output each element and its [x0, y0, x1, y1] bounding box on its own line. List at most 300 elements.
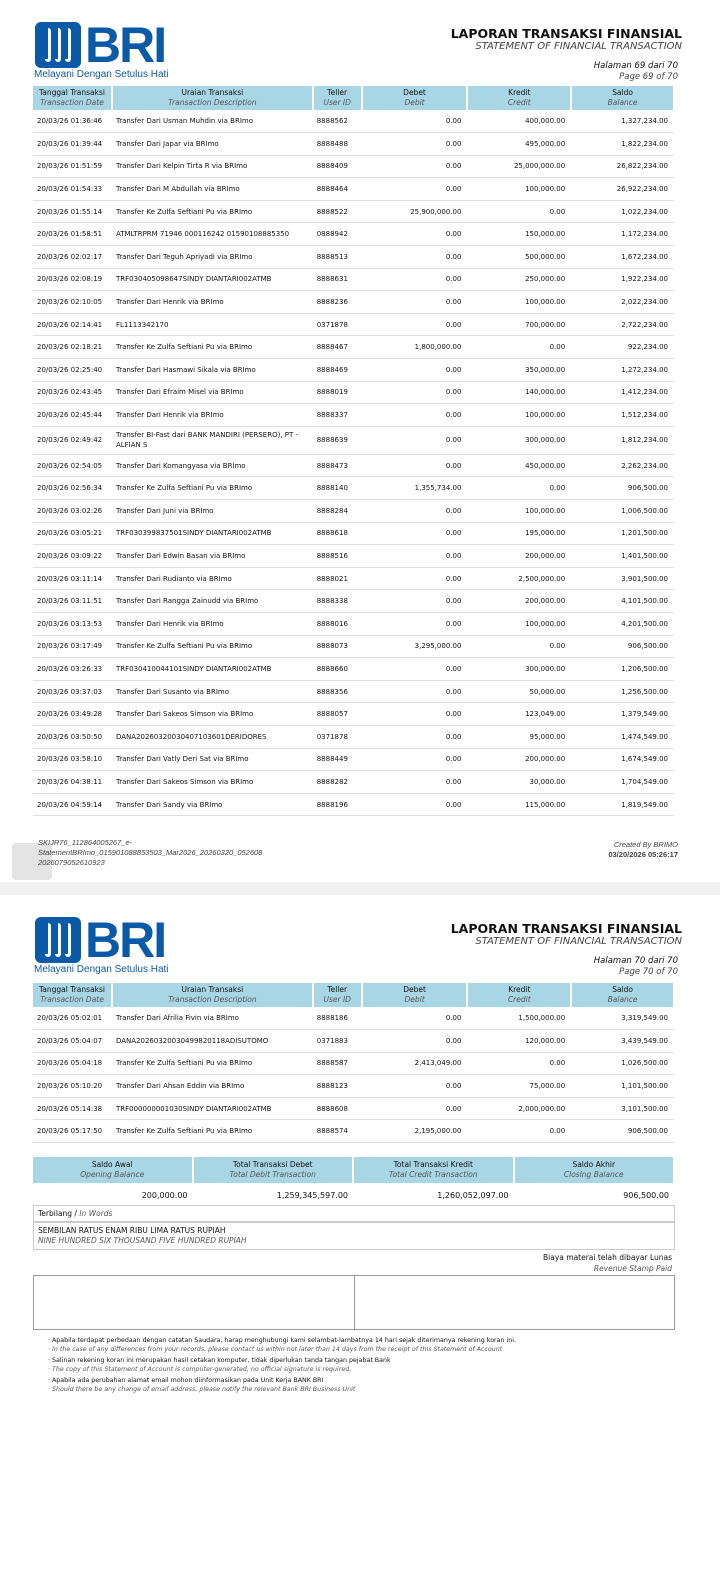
cell: DANA20260320030499820118ADISUTOMO	[112, 1030, 313, 1053]
cell: 0371878	[313, 313, 362, 336]
cell: 150,000.00	[467, 223, 571, 246]
cell: 0.00	[362, 359, 468, 382]
cell: 20/03/26 05:17:50	[33, 1120, 112, 1143]
cell: 2,722,234.00	[571, 313, 674, 336]
cell: 75,000.00	[467, 1075, 571, 1098]
cell: 0371883	[313, 1030, 362, 1053]
doc-title: LAPORAN TRANSAKSI FINANSIAL	[450, 921, 682, 936]
signature-box-right	[354, 1275, 675, 1330]
cell: 1,201,500.00	[571, 522, 674, 545]
cell: 300,000.00	[467, 426, 571, 454]
cell: Transfer Dari Henrik via BRImo	[112, 404, 313, 427]
table-row	[33, 291, 674, 314]
cell: 1,474,549.00	[571, 725, 674, 748]
cell: Transfer Ke Zulfa Seftiani Pu via BRImo	[112, 200, 313, 223]
cell: 1,512,234.00	[571, 404, 674, 427]
cell: 115,000.00	[467, 793, 571, 816]
cell: 8888449	[313, 748, 362, 771]
cell: Transfer Dari Teguh Apriyadi via BRImo	[112, 246, 313, 269]
table-row	[33, 133, 674, 156]
cell: 20/03/26 03:50:50	[33, 725, 112, 748]
summary-header: Total Transaksi Debet Total Debit Transaction	[194, 1157, 355, 1183]
cell: 20/03/26 01:51:59	[33, 155, 112, 178]
column-header: Kredit Credit	[467, 983, 571, 1007]
table-row	[33, 612, 674, 635]
cell: 1,401,500.00	[571, 545, 674, 568]
cell: 0.00	[362, 612, 468, 635]
cell: 0.00	[362, 567, 468, 590]
cell: 20/03/26 01:58:51	[33, 223, 112, 246]
cell: 4,101,500.00	[571, 590, 674, 613]
cell: 1,672,234.00	[571, 246, 674, 269]
cell: DANA20260320030407103601DERIDORES	[112, 725, 313, 748]
cell: 100,000.00	[467, 291, 571, 314]
cell: 1,500,000.00	[467, 1007, 571, 1030]
cell: 8888140	[313, 477, 362, 500]
page-number-id: Halaman 70 dari 70	[593, 956, 678, 966]
file-reference: SKIJR76_112864005267_e- StatementBRImo_015901088853503_Mar2026_20260320_052608 2026079052610923	[38, 838, 263, 867]
cell: ATMLTRPRM 71946 000116242 01590108885350	[112, 223, 313, 246]
column-header: Tanggal Transaksi Transaction Date	[33, 86, 112, 110]
cell: 8888021	[313, 567, 362, 590]
column-header: Uraian Transaksi Transaction Description	[112, 86, 313, 110]
cell: 906,500.00	[571, 635, 674, 658]
cell: 0.00	[467, 635, 571, 658]
cell: 0.00	[362, 178, 468, 201]
transaction-table	[33, 983, 675, 1143]
column-header: Tanggal Transaksi Transaction Date	[33, 983, 112, 1007]
created-info: Created By BRIMO 03/20/2026 05:26:17	[608, 840, 678, 859]
cell: 0.00	[362, 545, 468, 568]
cell: 3,101,500.00	[571, 1097, 674, 1120]
column-header: Uraian Transaksi Transaction Description	[112, 983, 313, 1007]
summary-header: Total Transaksi Kredit Total Credit Transaction	[354, 1157, 515, 1183]
table-row	[33, 635, 674, 658]
cell: Transfer Dari Edwin Basan via BRImo	[112, 545, 313, 568]
cell: 8888196	[313, 793, 362, 816]
cell: 8888019	[313, 381, 362, 404]
cell: 3,295,000.00	[362, 635, 468, 658]
cell: 25,900,000.00	[362, 200, 468, 223]
cell: 2,195,000.00	[362, 1120, 468, 1143]
cell: 20/03/26 03:05:21	[33, 522, 112, 545]
cell: 0371878	[313, 725, 362, 748]
summary-value: 1,260,052,097.00	[437, 1191, 509, 1200]
cell: 8888356	[313, 680, 362, 703]
cell: Transfer Dari Afrilia Fivin via BRImo	[112, 1007, 313, 1030]
cell: 906,500.00	[571, 1120, 674, 1143]
cell: 20/03/26 05:02:01	[33, 1007, 112, 1030]
cell: 8888469	[313, 359, 362, 382]
summary	[33, 1157, 675, 1250]
cell: 3,901,500.00	[571, 567, 674, 590]
cell: 0.00	[362, 291, 468, 314]
bri-logo: BRI	[35, 917, 153, 965]
cell: Transfer Dari Henrik via BRImo	[112, 612, 313, 635]
cell: Transfer Dari Juni via BRImo	[112, 500, 313, 523]
tagline: Melayani Dengan Setulus Hati	[34, 964, 169, 975]
cell: Transfer Dari Rudianto via BRImo	[112, 567, 313, 590]
cell: Transfer Dari Henrik via BRImo	[112, 291, 313, 314]
cell: 20/03/26 03:58:10	[33, 748, 112, 771]
cell: 20/03/26 03:17:49	[33, 635, 112, 658]
cell: 0.00	[362, 246, 468, 269]
cell: 20/03/26 01:36:46	[33, 110, 112, 133]
cell: 0888942	[313, 223, 362, 246]
table-row	[33, 1007, 674, 1030]
cell: 0.00	[467, 336, 571, 359]
column-header: Teller User ID	[313, 983, 362, 1007]
cell: 20/03/26 03:49:28	[33, 703, 112, 726]
cell: 195,000.00	[467, 522, 571, 545]
summary-value: 1,259,345,597.00	[276, 1191, 348, 1200]
cell: Transfer Dari Kelpin Tirta R via BRImo	[112, 155, 313, 178]
cell: 1,022,234.00	[571, 200, 674, 223]
cell: 8888123	[313, 1075, 362, 1098]
cell: 1,101,500.00	[571, 1075, 674, 1098]
cell: 1,674,549.00	[571, 748, 674, 771]
transaction-table	[33, 86, 675, 816]
cell: 20/03/26 02:10:05	[33, 291, 112, 314]
cell: Transfer Dari Susanto via BRImo	[112, 680, 313, 703]
cell: FL1113342170	[112, 313, 313, 336]
table-row	[33, 545, 674, 568]
cell: TRF030405098647SINDY DIANTARI002ATMB	[112, 268, 313, 291]
cell: 3,439,549.00	[571, 1030, 674, 1053]
cell: 8888186	[313, 1007, 362, 1030]
table-row	[33, 1052, 674, 1075]
cell: 20/03/26 02:56:34	[33, 477, 112, 500]
cell: 1,704,549.00	[571, 771, 674, 794]
cell: 8888338	[313, 590, 362, 613]
cell: 8888618	[313, 522, 362, 545]
table-row	[33, 500, 674, 523]
cell: 2,500,000.00	[467, 567, 571, 590]
table-row	[33, 336, 674, 359]
cell: 1,412,234.00	[571, 381, 674, 404]
cell: 8888608	[313, 1097, 362, 1120]
column-header: Debet Debit	[362, 86, 468, 110]
cell: 350,000.00	[467, 359, 571, 382]
cell: 20/03/26 02:54:05	[33, 454, 112, 477]
table-row	[33, 680, 674, 703]
cell: 8888337	[313, 404, 362, 427]
cell: 1,327,234.00	[571, 110, 674, 133]
cell: 8888057	[313, 703, 362, 726]
cell: 100,000.00	[467, 612, 571, 635]
cell: 400,000.00	[467, 110, 571, 133]
cell: 0.00	[362, 268, 468, 291]
table-row	[33, 155, 674, 178]
cell: Transfer Dari Sandy via BRImo	[112, 793, 313, 816]
cell: 8888639	[313, 426, 362, 454]
statement-page-70	[0, 895, 720, 1570]
cell: 8888409	[313, 155, 362, 178]
cell: 2,000,000.00	[467, 1097, 571, 1120]
doc-title: LAPORAN TRANSAKSI FINANSIAL	[450, 26, 682, 41]
cell: 200,000.00	[467, 545, 571, 568]
cell: 0.00	[362, 522, 468, 545]
table-row	[33, 477, 674, 500]
cell: 140,000.00	[467, 381, 571, 404]
cell: 8888473	[313, 454, 362, 477]
cell: 100,000.00	[467, 404, 571, 427]
cell: 0.00	[362, 426, 468, 454]
cell: 250,000.00	[467, 268, 571, 291]
cell: 0.00	[467, 1052, 571, 1075]
cell: 8888488	[313, 133, 362, 156]
summary-header: Saldo Awal Opening Balance	[33, 1157, 194, 1183]
summary-value: 906,500.00	[623, 1191, 669, 1200]
cell: 0.00	[362, 404, 468, 427]
cell: 20/03/26 03:37:03	[33, 680, 112, 703]
cell: 0.00	[362, 725, 468, 748]
cell: Transfer Ke Zulfa Seftiani Pu via BRImo	[112, 477, 313, 500]
cell: 20/03/26 02:18:21	[33, 336, 112, 359]
cell: Transfer Dari Komangyasa via BRImo	[112, 454, 313, 477]
column-header: Saldo Balance	[571, 86, 674, 110]
column-header: Debet Debit	[362, 983, 468, 1007]
cell: 906,500.00	[571, 477, 674, 500]
cell: 1,800,000.00	[362, 336, 468, 359]
cell: 20/03/26 01:54:33	[33, 178, 112, 201]
cell: 0.00	[362, 680, 468, 703]
cell: TRF030410044101SINDY DIANTARI002ATMB	[112, 658, 313, 681]
cell: 1,206,500.00	[571, 658, 674, 681]
cell: 0.00	[362, 590, 468, 613]
cell: 100,000.00	[467, 178, 571, 201]
cell: 20/03/26 05:04:18	[33, 1052, 112, 1075]
cell: 1,172,234.00	[571, 223, 674, 246]
cell: 0.00	[362, 771, 468, 794]
cell: 8888467	[313, 336, 362, 359]
cell: 450,000.00	[467, 454, 571, 477]
cell: 8888073	[313, 635, 362, 658]
cell: 8888282	[313, 771, 362, 794]
cell: 0.00	[362, 703, 468, 726]
cell: 0.00	[467, 1120, 571, 1143]
cell: 8888587	[313, 1052, 362, 1075]
cell: 26,822,234.00	[571, 155, 674, 178]
cell: 1,812,234.00	[571, 426, 674, 454]
table-header	[33, 983, 674, 1007]
cell: 26,922,234.00	[571, 178, 674, 201]
cell: 0.00	[362, 500, 468, 523]
cell: 8888631	[313, 268, 362, 291]
tagline: Melayani Dengan Setulus Hati	[34, 69, 169, 80]
table-row	[33, 567, 674, 590]
cell: 20/03/26 02:08:19	[33, 268, 112, 291]
cell: 2,413,049.00	[362, 1052, 468, 1075]
cell: 1,379,549.00	[571, 703, 674, 726]
cell: 20/03/26 02:14:41	[33, 313, 112, 336]
cell: 0.00	[362, 313, 468, 336]
cell: 0.00	[362, 1097, 468, 1120]
cell: Transfer Dari Sakeos Simson via BRImo	[112, 703, 313, 726]
table-row	[33, 771, 674, 794]
cell: Transfer Ke Zulfa Seftiani Pu via BRImo	[112, 635, 313, 658]
note: · Apabila ada perubahan alamat email mohon diinformasikan pada Unit Kerja BANK BRI · Should there be any change of email address, please notify the relevant Bank BRI Business Unit	[48, 1377, 356, 1393]
bri-logo: BRI	[35, 22, 153, 70]
cell: 1,822,234.00	[571, 133, 674, 156]
cell: 20/03/26 03:09:22	[33, 545, 112, 568]
table-row	[33, 703, 674, 726]
table-row	[33, 1120, 674, 1143]
cell: 8888660	[313, 658, 362, 681]
cell: 1,922,234.00	[571, 268, 674, 291]
cell: 8888464	[313, 178, 362, 201]
page-number-id: Halaman 69 dari 70	[593, 61, 678, 71]
cell: 200,000.00	[467, 590, 571, 613]
cell: 20/03/26 01:39:44	[33, 133, 112, 156]
table-row	[33, 223, 674, 246]
table-row	[33, 426, 674, 454]
cell: 200,000.00	[467, 748, 571, 771]
table-row	[33, 110, 674, 133]
cell: 1,819,549.00	[571, 793, 674, 816]
cell: 0.00	[467, 477, 571, 500]
table-row	[33, 404, 674, 427]
doc-subtitle: STATEMENT OF FINANCIAL TRANSACTION	[475, 936, 682, 947]
cell: Transfer Dari Rangga Zainudd via BRImo	[112, 590, 313, 613]
cell: 2,262,234.00	[571, 454, 674, 477]
in-words-label: Terbilang / In Words	[33, 1205, 675, 1222]
cell: 0.00	[362, 793, 468, 816]
table-row	[33, 748, 674, 771]
cell: 20/03/26 02:02:17	[33, 246, 112, 269]
cell: 0.00	[362, 1075, 468, 1098]
cell: 0.00	[362, 454, 468, 477]
cell: Transfer Ke Zulfa Seftiani Pu via BRImo	[112, 336, 313, 359]
cell: 20/03/26 05:10:20	[33, 1075, 112, 1098]
cell: 20/03/26 01:55:14	[33, 200, 112, 223]
cell: 3,319,549.00	[571, 1007, 674, 1030]
note: · Apabila terdapat perbedaan dengan catatan Saudara, harap menghubungi kami selambat-lambatnya 14 hari sejak diterimanya rekening koran ini. · In the case of any differences from your records, please contact us within not later than 14 days from the receipt of this Statement of Account	[48, 1337, 516, 1353]
cell: 8888562	[313, 110, 362, 133]
note: · Salinan rekening koran ini merupakan hasil cetakan komputer, tidak diperlukan tanda tangan pejabat Bank · The copy of this Statement of Account is computer-generated, no official signature is required.	[48, 1357, 391, 1373]
cell: Transfer BI-Fast dari BANK MANDIRI (PERSERO), PT - ALFIAN S	[112, 426, 313, 454]
doc-subtitle: STATEMENT OF FINANCIAL TRANSACTION	[475, 41, 682, 52]
cell: 0.00	[362, 110, 468, 133]
cell: Transfer Dari Sakeos Simson via BRImo	[112, 771, 313, 794]
cell: 20/03/26 04:38:11	[33, 771, 112, 794]
column-header: Teller User ID	[313, 86, 362, 110]
cell: 20/03/26 03:11:14	[33, 567, 112, 590]
summary-value: 200,000.00	[141, 1191, 188, 1200]
cell: TRF030399837501SINDY DIANTARI002ATMB	[112, 522, 313, 545]
cell: 20/03/26 03:13:53	[33, 612, 112, 635]
table-row	[33, 246, 674, 269]
table-row	[33, 381, 674, 404]
cell: 0.00	[362, 133, 468, 156]
cell: 1,256,500.00	[571, 680, 674, 703]
cell: 25,000,000.00	[467, 155, 571, 178]
cell: 50,000.00	[467, 680, 571, 703]
cell: 8888284	[313, 500, 362, 523]
cell: 0.00	[362, 223, 468, 246]
cell: 8888516	[313, 545, 362, 568]
cell: 1,355,734.00	[362, 477, 468, 500]
cell: 20/03/26 04:59:14	[33, 793, 112, 816]
cell: 20/03/26 02:45:44	[33, 404, 112, 427]
column-header: Saldo Balance	[571, 983, 674, 1007]
table-row	[33, 793, 674, 816]
cell: Transfer Dari Japar via BRImo	[112, 133, 313, 156]
cell: 20/03/26 03:26:33	[33, 658, 112, 681]
cell: 20/03/26 05:14:38	[33, 1097, 112, 1120]
cell: Transfer Ke Zulfa Seftiani Pu via BRImo	[112, 1052, 313, 1075]
page-number-en: Page 70 of 70	[619, 967, 678, 977]
cell: 8888522	[313, 200, 362, 223]
cell: 0.00	[467, 200, 571, 223]
revenue-stamp-note: Biaya materai telah dibayar Lunas Revenue Stamp Paid	[543, 1253, 672, 1273]
cell: 123,049.00	[467, 703, 571, 726]
cell: 120,000.00	[467, 1030, 571, 1053]
cell: Transfer Dari M Abdullah via BRImo	[112, 178, 313, 201]
table-header	[33, 86, 674, 110]
cell: 0.00	[362, 155, 468, 178]
notes	[48, 1337, 516, 1398]
table-row	[33, 1075, 674, 1098]
cell: 20/03/26 05:04:07	[33, 1030, 112, 1053]
cell: 1,006,500.00	[571, 500, 674, 523]
cell: 0.00	[362, 1030, 468, 1053]
cell: 922,234.00	[571, 336, 674, 359]
cell: 8888016	[313, 612, 362, 635]
cell: 700,000.00	[467, 313, 571, 336]
table-row	[33, 658, 674, 681]
table-row	[33, 1030, 674, 1053]
table-row	[33, 268, 674, 291]
table-row	[33, 454, 674, 477]
table-row	[33, 178, 674, 201]
summary-header: Saldo Akhir Closing Balance	[515, 1157, 676, 1183]
cell: 0.00	[362, 381, 468, 404]
table-row	[33, 359, 674, 382]
cell: Transfer Ke Zulfa Seftiani Pu via BRImo	[112, 1120, 313, 1143]
cell: 1,272,234.00	[571, 359, 674, 382]
cell: 0.00	[362, 748, 468, 771]
cell: 30,000.00	[467, 771, 571, 794]
cell: Transfer Dari Efraim Misel via BRImo	[112, 381, 313, 404]
cell: 20/03/26 02:49:42	[33, 426, 112, 454]
cell: 0.00	[362, 658, 468, 681]
cell: 4,201,500.00	[571, 612, 674, 635]
cell: 20/03/26 02:25:40	[33, 359, 112, 382]
column-header: Kredit Credit	[467, 86, 571, 110]
cell: 1,026,500.00	[571, 1052, 674, 1075]
page-number-en: Page 69 of 70	[619, 72, 678, 82]
cell: TRF000000001030SINDY DIANTARI002ATMB	[112, 1097, 313, 1120]
signature-box-left	[33, 1275, 355, 1330]
cell: 95,000.00	[467, 725, 571, 748]
cell: 495,000.00	[467, 133, 571, 156]
cell: 0.00	[362, 1007, 468, 1030]
cell: Transfer Dari Usman Muhdin via BRImo	[112, 110, 313, 133]
cell: 20/03/26 03:02:26	[33, 500, 112, 523]
cell: 8888513	[313, 246, 362, 269]
cell: Transfer Dari Hasmawi Sikala via BRImo	[112, 359, 313, 382]
cell: Transfer Dari Ahsan Eddin via BRImo	[112, 1075, 313, 1098]
cell: 8888236	[313, 291, 362, 314]
cell: 500,000.00	[467, 246, 571, 269]
in-words: SEMBILAN RATUS ENAM RIBU LIMA RATUS RUPIAH NINE HUNDRED SIX THOUSAND FIVE HUNDRED RUPIAH	[33, 1222, 675, 1250]
table-row	[33, 1097, 674, 1120]
table-row	[33, 522, 674, 545]
cell: 20/03/26 03:11:51	[33, 590, 112, 613]
table-row	[33, 725, 674, 748]
cell: 100,000.00	[467, 500, 571, 523]
